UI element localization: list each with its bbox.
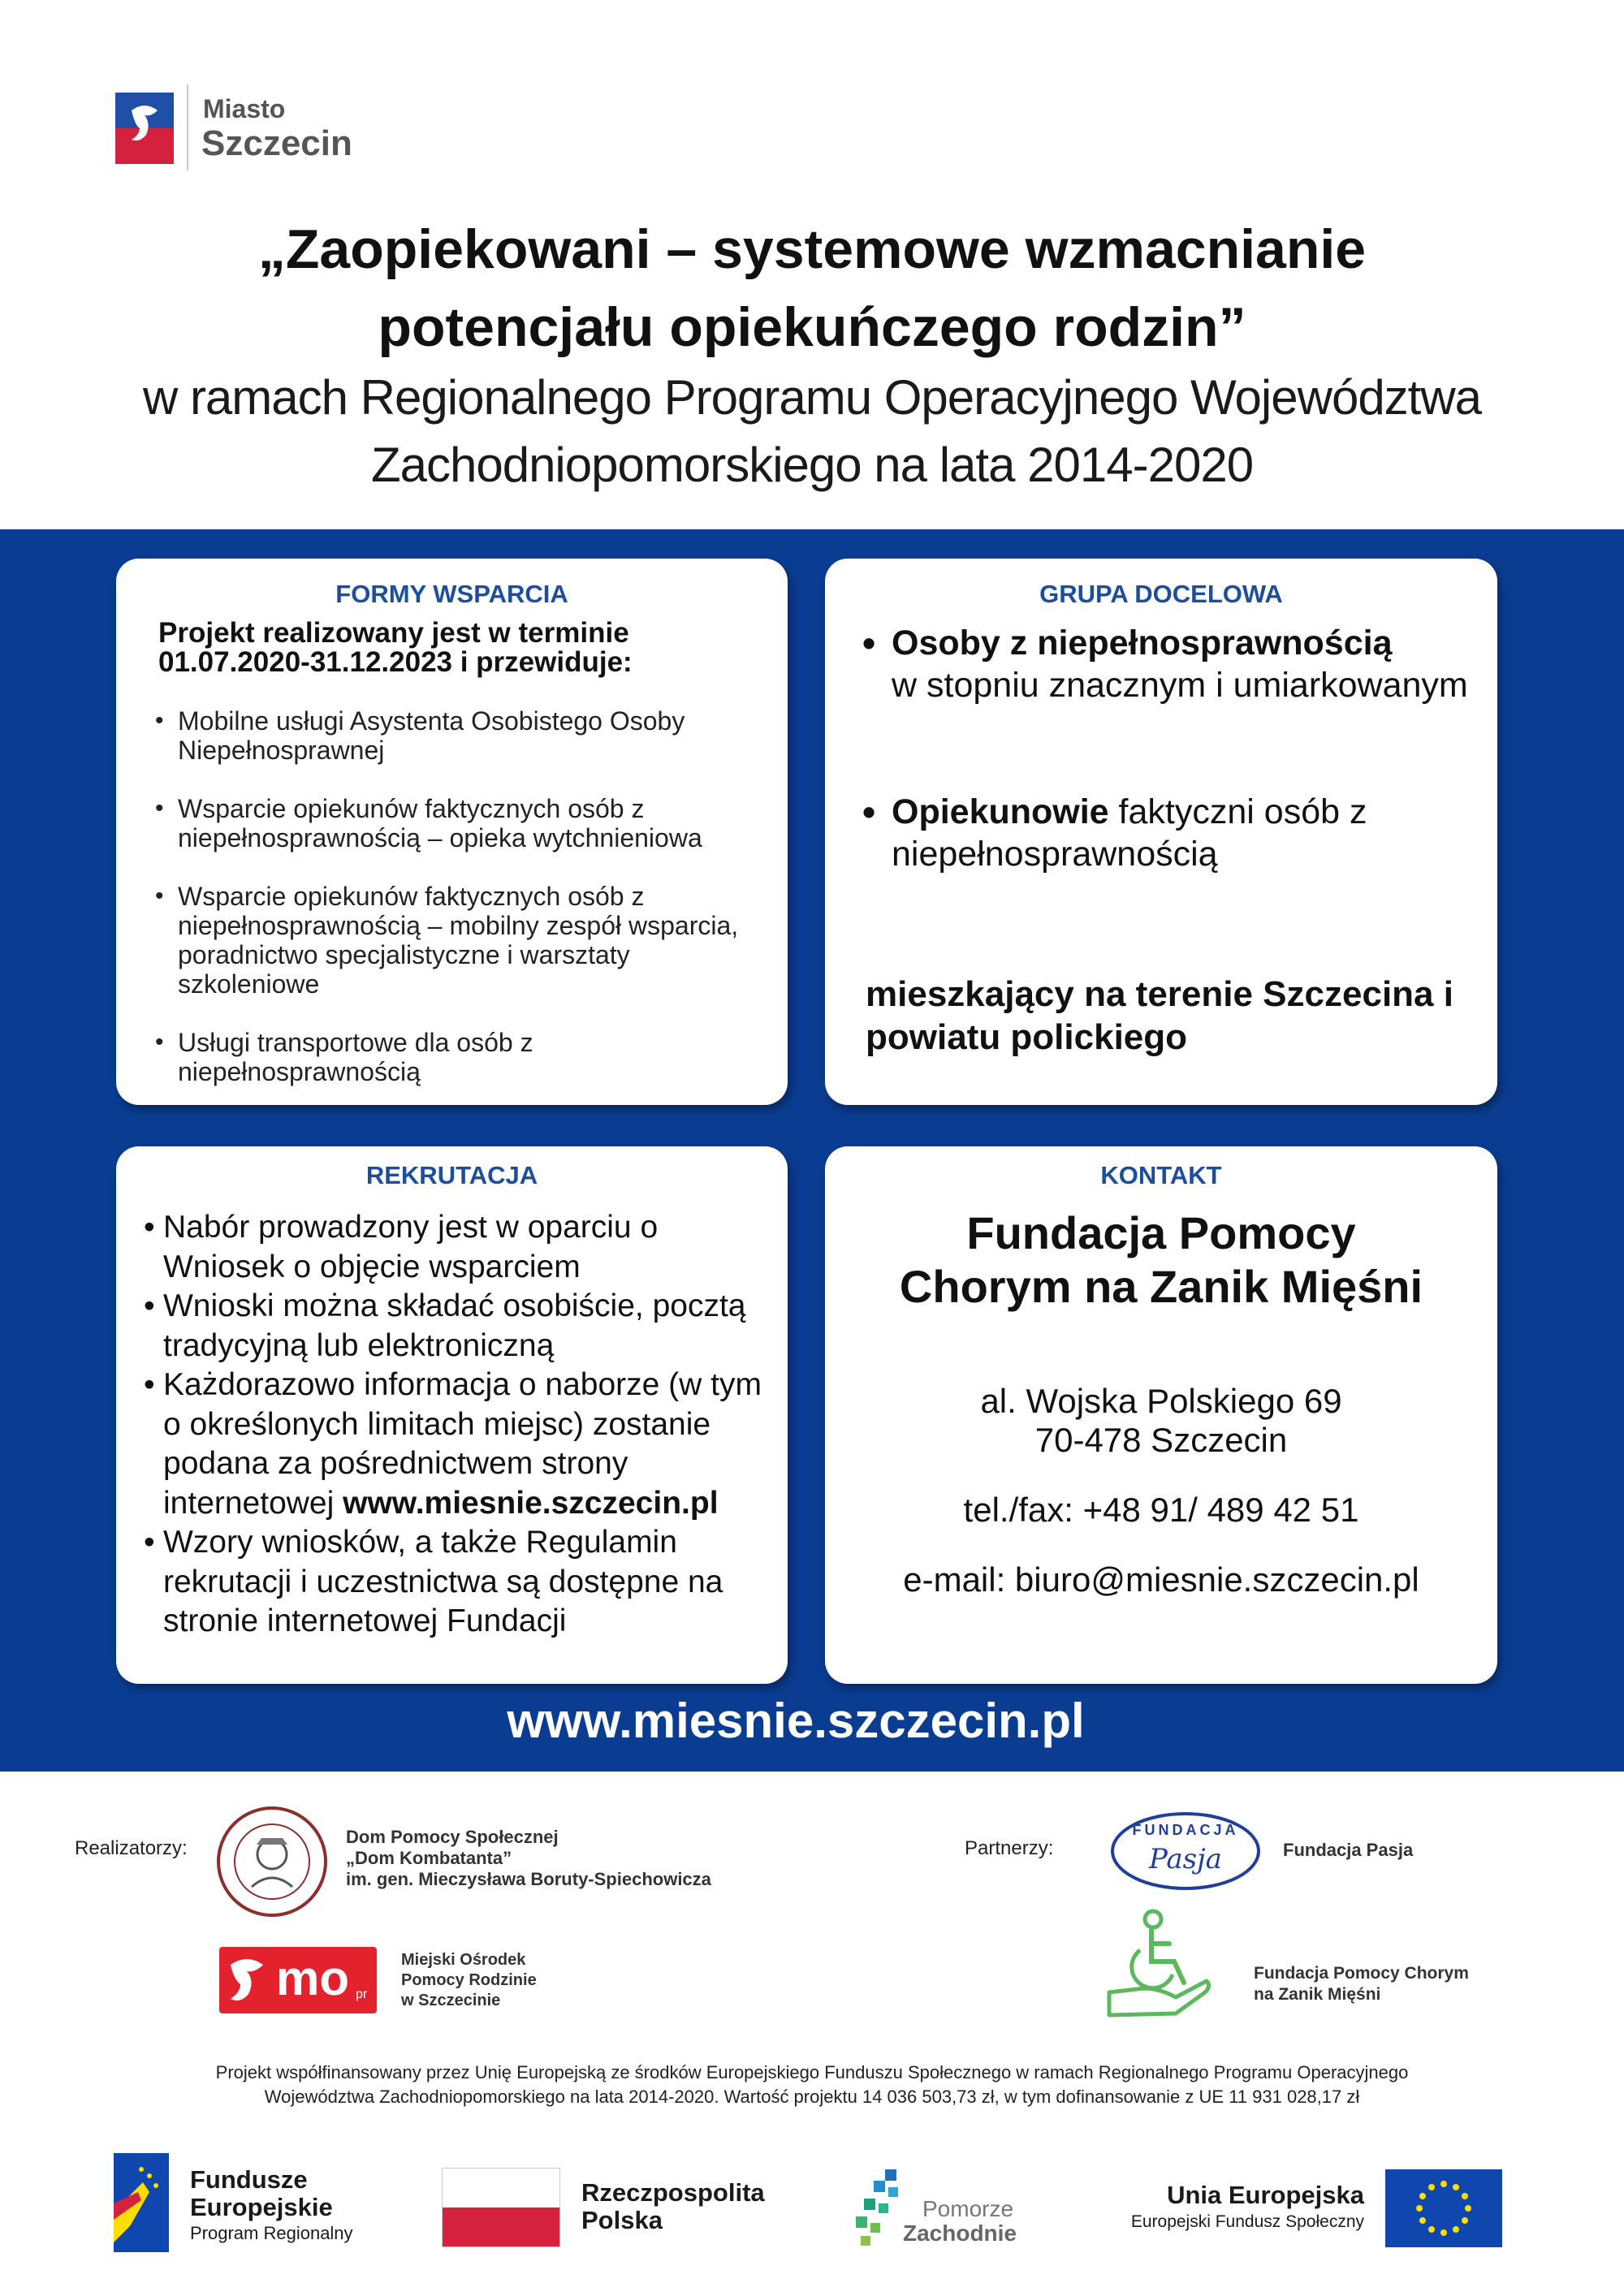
funding-note-line1: Projekt współfinansowany przez Unię Europejską ze środków Europejskiego Funduszu Społecznego w ramach Regionalnego Programu Operacyjnego: [215, 2062, 1409, 2082]
list-item-text: Wnioski można składać osobiście, pocztą tradycyjną lub elektroniczną: [163, 1288, 746, 1363]
funding-note: [0, 2061, 1624, 2109]
list-item-text: Nabór prowadzony jest w oparciu o Wniosek o objęcie wsparciem: [163, 1210, 659, 1284]
website-url[interactable]: www.miesnie.szczecin.pl: [507, 1694, 1085, 1748]
target-group-heading: GRUPA DOCELOWA: [1039, 580, 1283, 608]
rp-line1: Rzeczpospolita: [581, 2178, 765, 2207]
page-title-line1: „Zaopiekowani – systemowe wzmacnianie: [257, 218, 1367, 280]
target-item-rest: faktyczni osób z niepełnosprawnością: [892, 792, 1367, 874]
recruitment-card: [116, 1146, 788, 1684]
contact-org-line1: Fundacja Pomocy: [966, 1207, 1356, 1258]
support-forms-heading: FORMY WSPARCIA: [335, 580, 568, 608]
mopr-line1: Miejski Ośrodek: [401, 1951, 526, 1969]
support-forms-intro-line1: Projekt realizowany jest w terminie: [158, 617, 629, 649]
bullet-icon: •: [155, 1029, 164, 1055]
fpc-wheelchair-hand-icon: [1104, 1908, 1215, 2025]
fundusze-europejskie-text: [190, 2166, 353, 2246]
page-title-line2: potencjału opiekuńczego rodzin”: [378, 296, 1246, 358]
recruitment-heading: REKRUTACJA: [365, 1161, 538, 1189]
dps-name: [346, 1827, 711, 1890]
target-item-bold: Osoby z niepełnosprawnością: [892, 624, 1393, 662]
website-link[interactable]: www.miesnie.szczecin.pl: [343, 1485, 719, 1521]
fpc-line2: na Zanik Mięśni: [1254, 1985, 1381, 2004]
bullet-icon: •: [144, 1210, 155, 1245]
bullet-icon: •: [144, 1288, 155, 1323]
pomorze-zachodnie-text: [903, 2197, 1017, 2246]
bullet-icon: •: [144, 1525, 155, 1560]
city-logo-line2: Szczecin: [201, 123, 352, 163]
list-item-text: Każdorazowo informacja o naborze (w tym o określonych limitach miejsc) zostanie podana za pośrednictwem strony internetowej: [163, 1367, 762, 1521]
implementers-label: Realizatorzy:: [75, 1837, 188, 1859]
funding-note-line2: Województwa Zachodniopomorskiego na lata 2014-2020. Wartość projektu 14 036 503,73 zł, w tym dofinansowanie z UE 11 931 028,17 zł: [264, 2087, 1360, 2107]
fundusze-europejskie-flag-icon: [114, 2153, 169, 2252]
list-item-text: Usługi transportowe dla osób z niepełnosprawnością: [178, 1028, 533, 1086]
mopr-logo: [219, 1947, 377, 2013]
contact-address-line1: al. Wojska Polskiego 69: [980, 1382, 1342, 1420]
pz-line2: Zachodnie: [903, 2220, 1017, 2246]
ue-line2: Europejski Fundusz Społeczny: [1130, 2212, 1364, 2231]
list-item-text: Wsparcie opiekunów faktycznych osób z niepełnosprawnością – opieka wytchnieniowa: [178, 794, 702, 852]
mopr-griffin-icon: [224, 1953, 270, 2007]
rp-line2: Polska: [581, 2206, 663, 2234]
target-item-rest: w stopniu znacznym i umiarkowanym: [892, 666, 1468, 705]
mopr-logo-small: pr: [356, 1987, 368, 2001]
target-group-card: [825, 559, 1497, 1105]
contact-email[interactable]: e-mail: biuro@miesnie.szczecin.pl: [903, 1560, 1419, 1599]
city-logo: [115, 84, 359, 174]
city-logo-line1: Miasto: [203, 94, 286, 123]
eu-flag-icon: [1385, 2169, 1502, 2247]
dps-kombatant-seal-icon: [216, 1806, 328, 1918]
list-item-text: Wzory wniosków, a także Regulamin rekrutacji i uczestnictwa są dostępne na stronie internetowej Fundacji: [163, 1525, 723, 1638]
subtitle-line2: Zachodniopomorskiego na lata 2014-2020: [370, 438, 1254, 492]
contact-org-line2: Chorym na Zanik Mięśni: [899, 1261, 1423, 1312]
fpc-line1: Fundacja Pomocy Chorym: [1254, 1964, 1469, 1983]
list-item-text: Mobilne usługi Asystenta Osobistego Osoby Niepełnosprawnej: [178, 706, 685, 765]
fe-line1: Fundusze: [190, 2165, 308, 2194]
fpc-name: [1254, 1963, 1469, 2005]
rzeczpospolita-text: [581, 2179, 765, 2234]
ue-line1: Unia Europejska: [1167, 2181, 1364, 2209]
fe-line2: Europejskie: [190, 2193, 333, 2221]
list-item-text: Wsparcie opiekunów faktycznych osób z niepełnosprawnością – mobilny zespół wsparcia, poradnictwo specjalistyczne i warsztaty szkoleniowe: [178, 882, 739, 999]
dps-line1: Dom Pomocy Społecznej: [346, 1827, 559, 1847]
contact-heading: KONTAKT: [1100, 1161, 1222, 1189]
bullet-icon: •: [862, 622, 876, 664]
mopr-logo-text: mo: [276, 1951, 349, 2005]
pasja-logo-script: Pasja: [1149, 1843, 1222, 1875]
support-forms-intro-line2: 01.07.2020-31.12.2023 i przewiduje:: [158, 646, 633, 678]
bullet-icon: •: [155, 707, 164, 734]
contact-phone[interactable]: tel./fax: +48 91/ 489 42 51: [963, 1491, 1359, 1529]
target-residence: mieszkający na terenie Szczecina i powiatu polickiego: [866, 974, 1453, 1057]
bullet-icon: •: [862, 791, 876, 833]
contact-address-line2: 70-478 Szczecin: [1034, 1421, 1288, 1459]
contact-organization: [825, 1206, 1497, 1314]
pasja-logo-top: FUNDACJA: [1132, 1822, 1239, 1838]
szczecin-griffin-icon: [115, 93, 174, 164]
mopr-name: [401, 1950, 537, 2011]
bullet-icon: •: [155, 795, 164, 822]
fundacja-pasja-logo: [1109, 1810, 1262, 1892]
mopr-line2: Pomocy Rodzinie: [401, 1971, 537, 1989]
pz-line1: Pomorze: [922, 2196, 1014, 2221]
mopr-line3: w Szczecinie: [401, 1992, 501, 2009]
bullet-icon: •: [155, 883, 164, 909]
contact-card: [825, 1146, 1497, 1684]
support-forms-card: [116, 559, 788, 1105]
pasja-name: Fundacja Pasja: [1283, 1840, 1414, 1860]
support-forms-intro: [158, 619, 759, 677]
dps-line2: „Dom Kombatanta”: [346, 1848, 512, 1868]
fe-line3: Program Regionalny: [190, 2223, 353, 2243]
partners-label: Partnerzy:: [965, 1837, 1054, 1859]
dps-line3: im. gen. Mieczysława Boruty-Spiechowicza: [346, 1869, 711, 1889]
unia-europejska-text: [1104, 2181, 1364, 2234]
bullet-icon: •: [144, 1367, 155, 1402]
polish-flag: [442, 2168, 560, 2247]
target-item-bold: Opiekunowie: [892, 792, 1109, 831]
subtitle-line1: w ramach Regionalnego Programu Operacyjnego Województwa: [142, 370, 1482, 425]
